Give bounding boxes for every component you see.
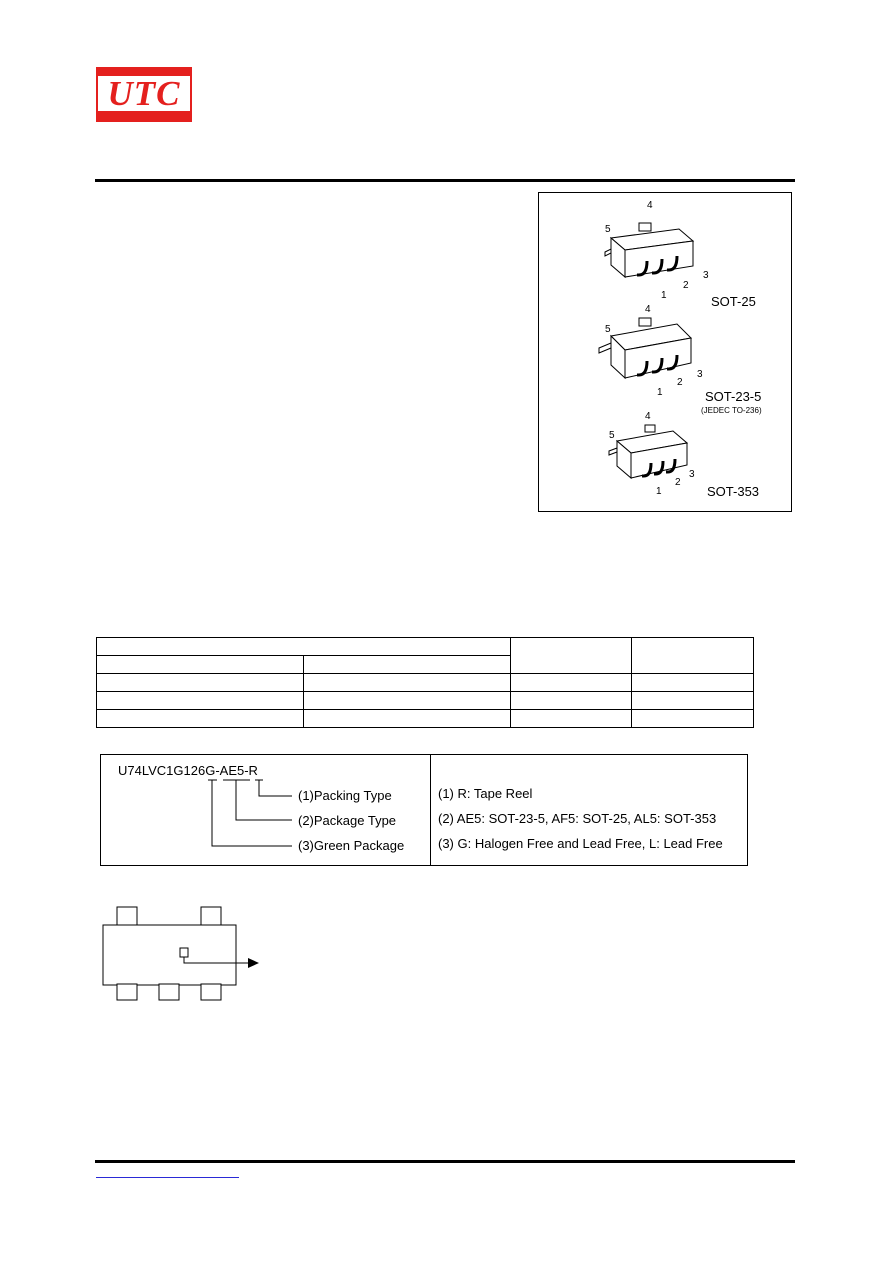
sot235-note: (JEDEC TO-236) — [701, 406, 762, 415]
sot353-pin3: 3 — [689, 469, 695, 480]
logo-text: UTC — [107, 74, 181, 113]
header-rule — [95, 179, 795, 182]
sot25-label: SOT-25 — [711, 294, 756, 309]
table-header-row — [97, 638, 754, 656]
table-cell — [304, 710, 511, 728]
marking-body — [103, 925, 236, 985]
footer-website-link[interactable] — [96, 1177, 239, 1178]
sot235-pin5: 5 — [605, 324, 611, 335]
header-cell-halogen-free — [304, 656, 511, 674]
sot235-pin2: 2 — [677, 377, 683, 388]
sot353-pin4: 4 — [645, 411, 651, 422]
sot25-pin5: 5 — [605, 224, 611, 235]
table-cell — [97, 710, 304, 728]
table-row — [97, 710, 754, 728]
sot25-pin2: 2 — [683, 280, 689, 291]
footer-rule — [95, 1160, 795, 1163]
table-cell — [97, 674, 304, 692]
table-row — [97, 692, 754, 710]
sot25-drawing — [605, 223, 693, 277]
utc-logo — [96, 67, 192, 122]
desc-package-type: (2) AE5: SOT-23-5, AF5: SOT-25, AL5: SOT-353 — [438, 811, 717, 826]
logo-inner — [98, 76, 190, 111]
table-cell — [304, 674, 511, 692]
sot353-drawing — [609, 425, 687, 478]
sot235-drawing — [599, 318, 691, 378]
table-cell — [511, 674, 632, 692]
marking-pin-bottom-3 — [201, 984, 221, 1000]
table-row — [97, 674, 754, 692]
table-cell — [304, 692, 511, 710]
desc-green-package: (3) G: Halogen Free and Lead Free, L: Lead Free — [438, 836, 723, 851]
table-cell — [511, 692, 632, 710]
sot235-label: SOT-23-5 — [705, 389, 762, 404]
table-cell — [97, 692, 304, 710]
sot353-pin5: 5 — [609, 430, 615, 441]
ordering-code-divider — [430, 754, 431, 866]
marking-diagram — [100, 904, 270, 1004]
table-cell — [632, 674, 754, 692]
desc-packing-type: (1) R: Tape Reel — [438, 786, 533, 801]
callout-green-package: (3)Green Package — [298, 838, 405, 853]
table-cell — [632, 710, 754, 728]
sot25-pin4: 4 — [647, 200, 653, 211]
header-cell-package — [511, 638, 632, 674]
callout-package-type: (2)Package Type — [298, 813, 397, 828]
header-cell-lead-free — [97, 656, 304, 674]
sot353-pin1: 1 — [656, 486, 662, 497]
sot353-label: SOT-353 — [707, 484, 760, 499]
marking-pin-bottom-1 — [117, 984, 137, 1000]
sot25-pin1: 1 — [661, 290, 667, 301]
sot235-pin1: 1 — [657, 387, 663, 398]
sot235-pin3: 3 — [697, 369, 703, 380]
sot25-pin3: 3 — [703, 270, 709, 281]
marking-pin-bottom-2 — [159, 984, 179, 1000]
marking-arrowhead — [248, 958, 259, 968]
sot235-pin4: 4 — [645, 304, 651, 315]
marking-pin-top-right — [201, 907, 221, 926]
header-cell-packing — [632, 638, 754, 674]
callout-packing-type: (1)Packing Type — [298, 788, 392, 803]
part-number: U74LVC1G126G-AE5-R — [118, 763, 258, 778]
header-cell-ordering — [97, 638, 511, 656]
ordering-table — [96, 637, 754, 728]
marking-pin-top-left — [117, 907, 137, 926]
package-drawings — [539, 193, 793, 513]
marking-dot — [180, 948, 188, 957]
table-cell — [511, 710, 632, 728]
package-illustrations — [538, 192, 792, 512]
table-cell — [632, 692, 754, 710]
sot353-pin2: 2 — [675, 477, 681, 488]
